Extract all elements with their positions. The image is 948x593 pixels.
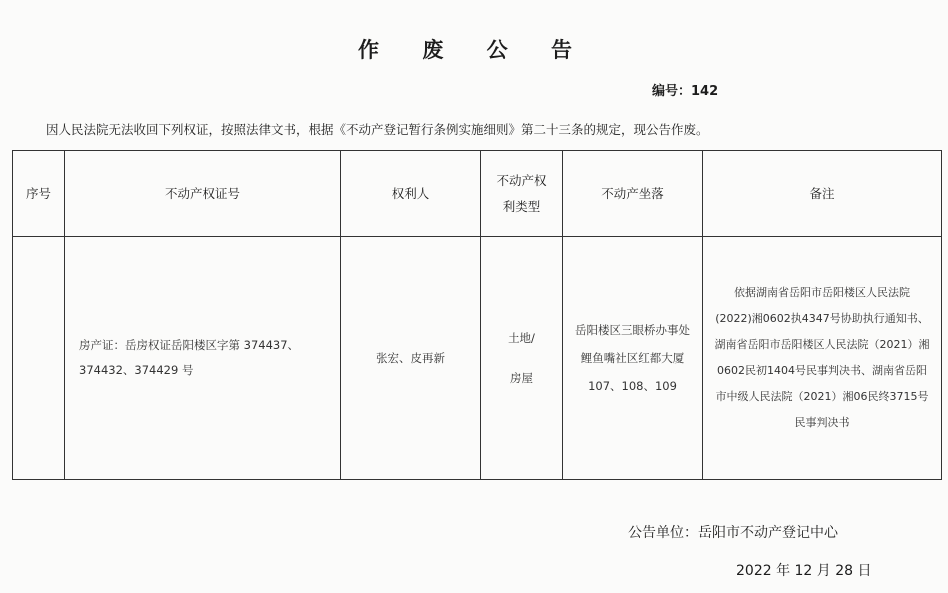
location-line: 鲤鱼嘴社区红都大厦 (580, 351, 685, 365)
remark-line: 0602民初1404号民事判决书、湖南省岳阳 (717, 364, 927, 377)
remark-line: 湖南省岳阳市岳阳楼区人民法院（2021）湘 (714, 338, 930, 351)
document-number: 编号：142 (652, 84, 719, 99)
cell-owner: 张宏、皮再新 (341, 237, 481, 480)
intro-paragraph: 因人民法院无法收回下列权证，按照法律文书，根据《不动产登记暂行条例实施细则》第二十三条的规定，现公告作废。 (46, 122, 709, 137)
cell-cert-no (65, 237, 341, 480)
cell-remark (703, 237, 942, 480)
remark-line: 依据湖南省岳阳市岳阳楼区人民法院 (734, 286, 910, 299)
cell-location (563, 237, 703, 480)
right-type-line: 土地/ (508, 331, 535, 345)
table-row (13, 237, 942, 480)
notice-title: 作 废 公 告 (358, 38, 590, 62)
header-right-type-line: 利类型 (502, 198, 541, 214)
header-owner: 权利人 (341, 151, 481, 237)
header-location: 不动产坐落 (563, 151, 703, 237)
void-certificate-table (12, 150, 942, 480)
location-line: 107、108、109 (588, 379, 677, 393)
right-type-line: 房屋 (510, 371, 533, 385)
remark-line: 市中级人民法院（2021）湘06民终3715号 (715, 390, 929, 403)
cell-right-type (481, 237, 563, 480)
remark-line: 民事判决书 (794, 416, 850, 429)
header-seq: 序号 (13, 151, 65, 237)
cell-seq (13, 237, 65, 480)
notice-date: 2022 年 12 月 28 日 (736, 563, 872, 579)
cert-line: 房产证：岳房权证岳阳楼区字第 374437、 (79, 338, 300, 352)
header-right-type (481, 151, 563, 237)
issuing-unit: 公告单位：岳阳市不动产登记中心 (628, 525, 838, 541)
table-header-row (13, 151, 942, 237)
cert-line: 374432、374429 号 (79, 363, 194, 377)
location-line: 岳阳楼区三眼桥办事处 (575, 323, 690, 337)
header-right-type-line: 不动产权 (496, 172, 547, 188)
remark-line: (2022)湘0602执4347号协助执行通知书、 (715, 312, 929, 325)
header-remark: 备注 (703, 151, 942, 237)
header-cert-no: 不动产权证号 (65, 151, 341, 237)
